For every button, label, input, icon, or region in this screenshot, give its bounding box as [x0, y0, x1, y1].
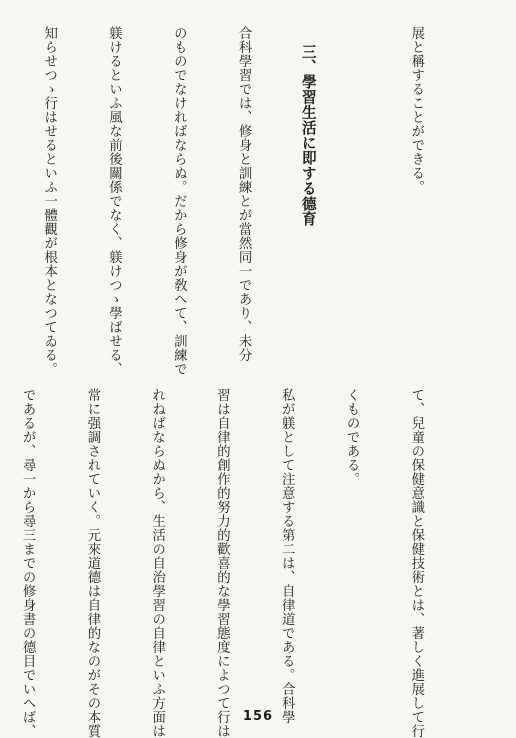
text-line: れねばならぬから、生活の自治學習の自律といふ方面は: [149, 388, 165, 738]
text-line: であるが、尋一から尋三までの修身書の德目でいへば、: [20, 388, 36, 738]
text-line: 躾けるといふ風な前後關係でなく、躾けつゝ學ばせる、: [106, 26, 122, 376]
text-line: 展と稱することができる。: [408, 26, 424, 194]
page-number: 156: [242, 709, 274, 724]
text-line: 常に强調されていく。元來道德は自律的なのがその本質: [84, 388, 100, 738]
text-line: くものである。: [344, 388, 360, 486]
text-line: て、兒童の保健意識と保健技術とは、著しく進展して行: [408, 388, 424, 738]
text-line: 知らせつゝ行はせるといふ一體觀が根本となつてゐる。: [41, 26, 57, 376]
text-line: 合科學習では、修身と訓練とが當然同一であり、未分: [236, 26, 252, 362]
section-heading: 三、學習生活に即する德育: [299, 44, 317, 227]
text-line: 私が躾として注意する第二は、自律道である。合科學: [279, 388, 295, 724]
text-line: 習は自律的創作的努力的歡喜的な學習態度によつて行は: [214, 388, 230, 738]
text-line: のものでなければならぬ。だから修身が敎へて、訓練で: [171, 26, 187, 376]
upper-text-block: [0, 26, 470, 376]
